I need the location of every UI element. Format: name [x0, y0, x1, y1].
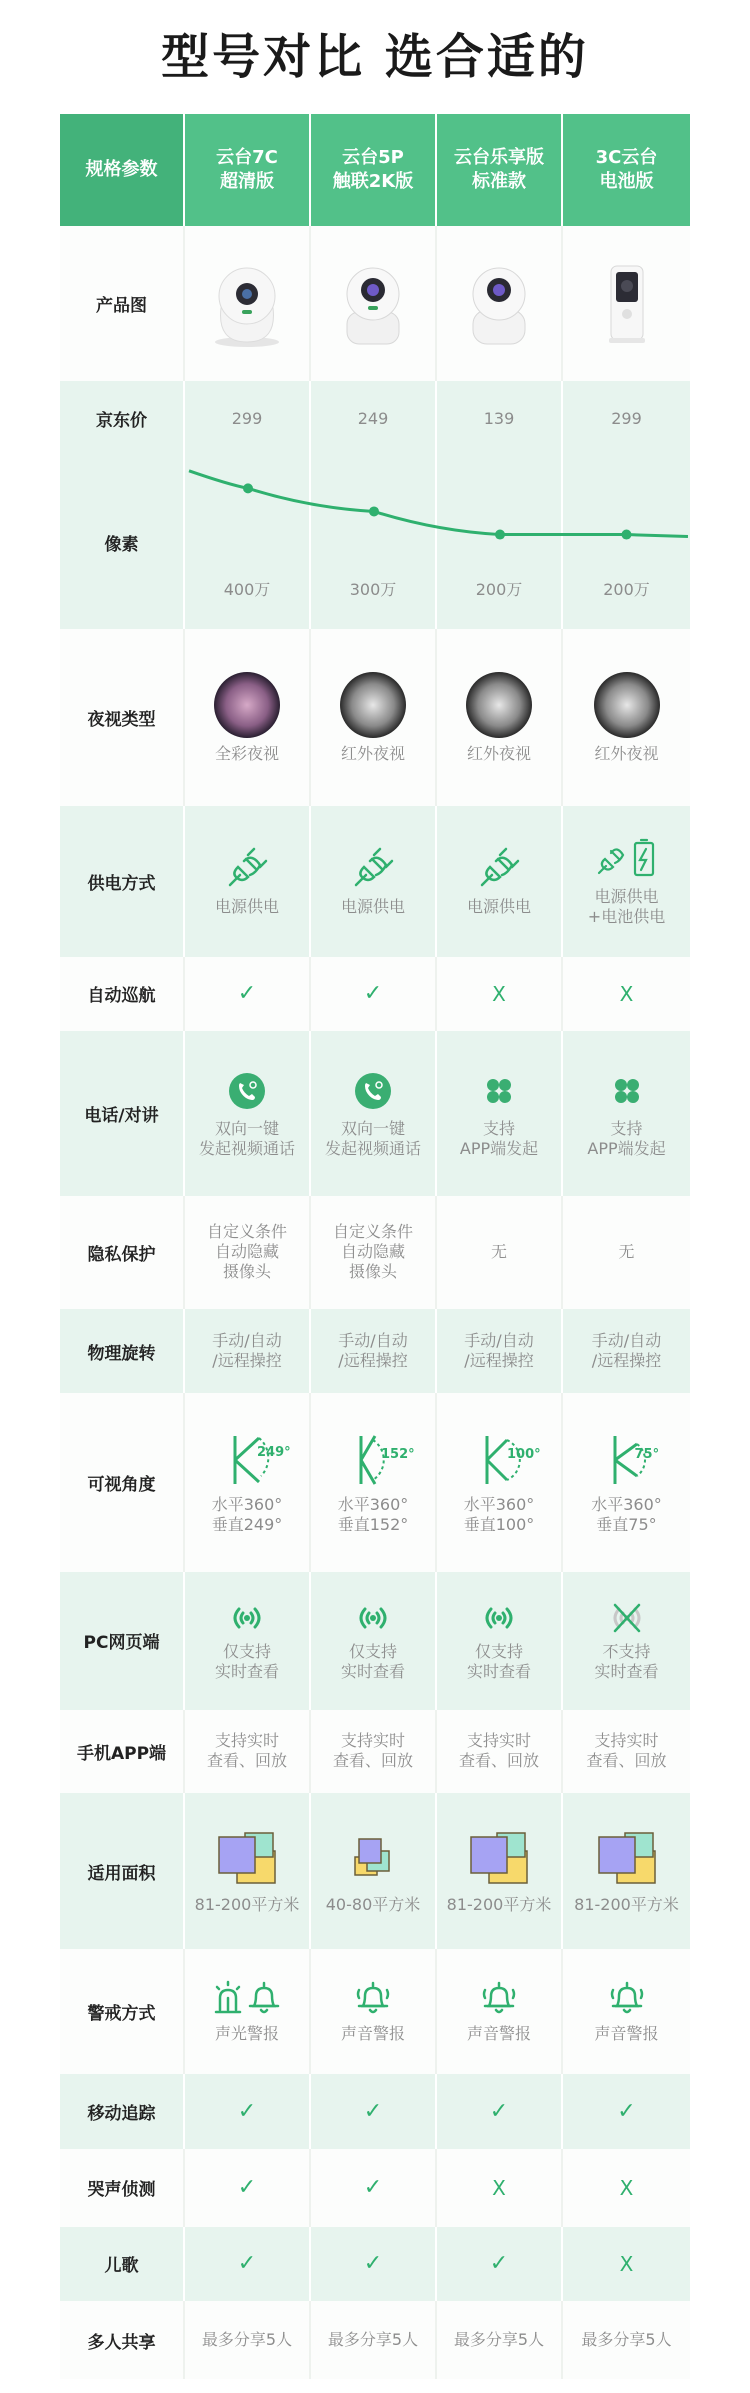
row-share — [60, 2301, 690, 2379]
angle-value: 水平360° 垂直249° — [211, 1494, 283, 1534]
privacy-value: 自定义条件 自动隐藏 摄像头 — [311, 1196, 437, 1310]
pc-value: 仅支持 实时查看 — [214, 1641, 279, 1681]
check-icon: ✓ — [311, 957, 437, 1032]
row-view-angle — [60, 1393, 690, 1572]
app-value: 支持实时 查看、回放 — [437, 1710, 563, 1794]
price-value: 299 — [185, 381, 311, 456]
check-icon: ✓ — [437, 2074, 563, 2149]
angle-cell — [563, 1393, 690, 1572]
angle-value: 水平360° 垂直100° — [463, 1494, 535, 1534]
pixels-data-point — [243, 483, 253, 493]
power-cell — [437, 806, 563, 957]
app-icon — [485, 1069, 513, 1113]
angle-degree: 152° — [381, 1446, 415, 1462]
product-image-7c — [185, 226, 311, 381]
pc-cell — [563, 1572, 690, 1709]
row-auto-cruise — [60, 957, 690, 1032]
power-cell — [563, 806, 690, 957]
area-value: 81-200平方米 — [574, 1895, 679, 1914]
row-label: 自动巡航 — [60, 957, 185, 1032]
cross-icon: X — [437, 2149, 563, 2227]
alarm-cell — [185, 1949, 311, 2075]
plug-battery-icon — [595, 835, 659, 881]
app-value: 支持实时 查看、回放 — [185, 1710, 311, 1794]
power-value: 电源供电 +电池供电 — [587, 887, 666, 927]
check-icon: ✓ — [311, 2227, 437, 2302]
call-cell — [311, 1031, 437, 1195]
signal-icon — [353, 1600, 393, 1636]
row-pc-web — [60, 1572, 690, 1709]
cross-icon: X — [437, 957, 563, 1032]
row-power — [60, 806, 690, 957]
room-area-large-icon — [467, 1827, 531, 1889]
call-value: 支持 APP端发起 — [459, 1118, 539, 1158]
bell-icon — [355, 1978, 391, 2018]
row-label: 隐私保护 — [60, 1196, 185, 1310]
pixels-value: 300万 — [349, 580, 397, 600]
plug-icon — [350, 845, 396, 891]
power-value: 电源供电 — [214, 897, 279, 917]
price-value: 299 — [563, 381, 690, 456]
call-cell — [563, 1031, 690, 1195]
angle-100-icon — [449, 1431, 549, 1489]
row-label: 电话/对讲 — [60, 1031, 185, 1195]
call-value: 双向一键 发起视频通话 — [324, 1118, 421, 1158]
share-value: 最多分享5人 — [311, 2301, 437, 2379]
room-area-large-icon — [215, 1827, 279, 1889]
angle-value: 水平360° 垂直75° — [591, 1494, 662, 1534]
call-value: 双向一键 发起视频通话 — [198, 1118, 295, 1158]
header-spec: 规格参数 — [60, 114, 185, 226]
power-cell — [311, 806, 437, 957]
row-label: 哭声侦测 — [60, 2149, 185, 2227]
area-cell — [437, 1793, 563, 1948]
rotation-value: 手动/自动 /远程操控 — [563, 1309, 690, 1393]
angle-cell — [185, 1393, 311, 1572]
check-icon: ✓ — [185, 2227, 311, 2302]
header-model-7c: 云台7C 超清版 — [185, 114, 311, 226]
pixels-series-line — [189, 471, 688, 537]
signal-icon — [227, 1600, 267, 1636]
night-cell — [311, 629, 437, 805]
row-label: 手机APP端 — [60, 1710, 185, 1794]
angle-152-icon — [323, 1431, 423, 1489]
row-cry-detection — [60, 2149, 690, 2227]
row-label: 京东价 — [60, 381, 185, 456]
area-value: 81-200平方米 — [194, 1895, 300, 1914]
row-area — [60, 1793, 690, 1948]
price-value: 139 — [437, 381, 563, 456]
app-value: 支持实时 查看、回放 — [563, 1710, 690, 1794]
app-value: 支持实时 查看、回放 — [311, 1710, 437, 1794]
header-model-lexiang: 云台乐享版 标准款 — [437, 114, 563, 226]
pc-cell — [311, 1572, 437, 1709]
pixels-value: 200万 — [603, 580, 650, 600]
pc-value: 仅支持 实时查看 — [340, 1641, 405, 1681]
signal-off-icon — [607, 1600, 647, 1636]
pc-value: 不支持 实时查看 — [594, 1641, 659, 1681]
check-icon: ✓ — [185, 2074, 311, 2149]
row-pixels — [60, 456, 690, 629]
area-cell — [563, 1793, 690, 1948]
angle-degree: 75° — [634, 1446, 660, 1462]
pixels-data-point — [621, 530, 631, 540]
night-value: 全彩夜视 — [214, 743, 279, 763]
night-value: 红外夜视 — [340, 743, 405, 763]
night-cell — [437, 629, 563, 805]
area-value: 81-200平方米 — [446, 1895, 552, 1914]
pc-value: 仅支持 实时查看 — [466, 1641, 531, 1681]
angle-cell — [311, 1393, 437, 1572]
pixels-data-point — [369, 507, 379, 517]
row-photo — [60, 226, 690, 381]
comparison-table — [60, 114, 690, 2379]
pc-cell — [437, 1572, 563, 1709]
privacy-value: 无 — [437, 1196, 563, 1310]
rotation-value: 手动/自动 /远程操控 — [437, 1309, 563, 1393]
alarm-value: 声音警报 — [340, 2024, 405, 2044]
pixels-data-point — [495, 530, 505, 540]
plug-icon — [224, 845, 270, 891]
privacy-value: 自定义条件 自动隐藏 摄像头 — [185, 1196, 311, 1310]
pixels-value: 200万 — [475, 580, 523, 600]
table-header — [60, 114, 690, 226]
check-icon: ✓ — [311, 2149, 437, 2227]
check-icon: ✓ — [311, 2074, 437, 2149]
color-night-vision-image — [214, 672, 280, 738]
ir-night-vision-image — [466, 672, 532, 738]
row-label: 夜视类型 — [60, 629, 185, 805]
alarm-value: 声光警报 — [214, 2024, 279, 2044]
row-privacy — [60, 1196, 690, 1310]
share-value: 最多分享5人 — [563, 2301, 690, 2379]
price-value: 249 — [311, 381, 437, 456]
power-value: 电源供电 — [340, 897, 405, 917]
check-icon: ✓ — [437, 2227, 563, 2302]
room-area-large-icon — [595, 1827, 659, 1889]
cross-icon: X — [563, 2227, 690, 2302]
row-nursery-songs — [60, 2227, 690, 2302]
row-night-vision — [60, 629, 690, 805]
row-price — [60, 381, 690, 456]
camera-lexiang-image — [459, 260, 539, 348]
product-image-3c — [563, 226, 690, 381]
power-value: 电源供电 — [466, 897, 531, 917]
plug-icon — [476, 845, 522, 891]
pixels-line-chart — [185, 456, 690, 629]
camera-3c-image — [587, 260, 667, 348]
angle-75-icon — [577, 1431, 677, 1489]
alarm-cell — [437, 1949, 563, 2075]
check-icon: ✓ — [563, 2074, 690, 2149]
row-label: 供电方式 — [60, 806, 185, 957]
ir-night-vision-image — [340, 672, 406, 738]
alarm-cell — [563, 1949, 690, 2075]
pc-cell — [185, 1572, 311, 1709]
bell-icon — [481, 1978, 517, 2018]
share-value: 最多分享5人 — [185, 2301, 311, 2379]
area-value: 40-80平方米 — [325, 1895, 421, 1914]
row-label: 儿歌 — [60, 2227, 185, 2302]
privacy-value: 无 — [563, 1196, 690, 1310]
room-area-small-icon — [341, 1827, 405, 1889]
area-cell — [185, 1793, 311, 1948]
angle-value: 水平360° 垂直152° — [337, 1494, 409, 1534]
night-cell — [563, 629, 690, 805]
alarm-value: 声音警报 — [466, 2024, 531, 2044]
alarm-cell — [311, 1949, 437, 2075]
night-value: 红外夜视 — [594, 743, 659, 763]
angle-degree: 100° — [507, 1446, 541, 1462]
camera-5p-image — [333, 260, 413, 348]
header-model-3c: 3C云台 电池版 — [563, 114, 690, 226]
row-label: 产品图 — [60, 226, 185, 381]
pixels-value: 400万 — [223, 580, 271, 600]
call-cell — [437, 1031, 563, 1195]
video-call-icon — [227, 1069, 267, 1113]
product-image-lexiang — [437, 226, 563, 381]
rotation-value: 手动/自动 /远程操控 — [185, 1309, 311, 1393]
row-label: 可视角度 — [60, 1393, 185, 1572]
product-image-5p — [311, 226, 437, 381]
row-label: 物理旋转 — [60, 1309, 185, 1393]
header-model-5p: 云台5P 触联2K版 — [311, 114, 437, 226]
cross-icon: X — [563, 957, 690, 1032]
ir-night-vision-image — [594, 672, 660, 738]
bell-icon — [609, 1978, 645, 2018]
row-call — [60, 1031, 690, 1195]
cross-icon: X — [563, 2149, 690, 2227]
check-icon: ✓ — [185, 2149, 311, 2227]
night-value: 红外夜视 — [466, 743, 531, 763]
call-value: 支持 APP端发起 — [587, 1118, 666, 1158]
video-call-icon — [353, 1069, 393, 1113]
check-icon: ✓ — [185, 957, 311, 1032]
row-label: 移动追踪 — [60, 2074, 185, 2149]
row-rotation — [60, 1309, 690, 1393]
angle-249-icon — [197, 1431, 297, 1489]
app-icon — [613, 1069, 641, 1113]
row-alarm — [60, 1949, 690, 2075]
alarm-value: 声音警报 — [594, 2024, 659, 2044]
row-label: PC网页端 — [60, 1572, 185, 1709]
row-label: 警戒方式 — [60, 1949, 185, 2075]
row-mobile-app — [60, 1710, 690, 1794]
call-cell — [185, 1031, 311, 1195]
row-label: 适用面积 — [60, 1793, 185, 1948]
night-cell — [185, 629, 311, 805]
row-motion-tracking — [60, 2074, 690, 2149]
camera-7c-image — [207, 260, 287, 348]
signal-icon — [479, 1600, 519, 1636]
angle-cell — [437, 1393, 563, 1572]
power-cell — [185, 806, 311, 957]
angle-degree: 249° — [257, 1444, 291, 1460]
rotation-value: 手动/自动 /远程操控 — [311, 1309, 437, 1393]
area-cell — [311, 1793, 437, 1948]
share-value: 最多分享5人 — [437, 2301, 563, 2379]
light-and-bell-icon — [212, 1978, 282, 2018]
row-label: 像素 — [60, 456, 185, 629]
row-label: 多人共享 — [60, 2301, 185, 2379]
page-title: 型号对比 选合适的 — [161, 29, 589, 85]
